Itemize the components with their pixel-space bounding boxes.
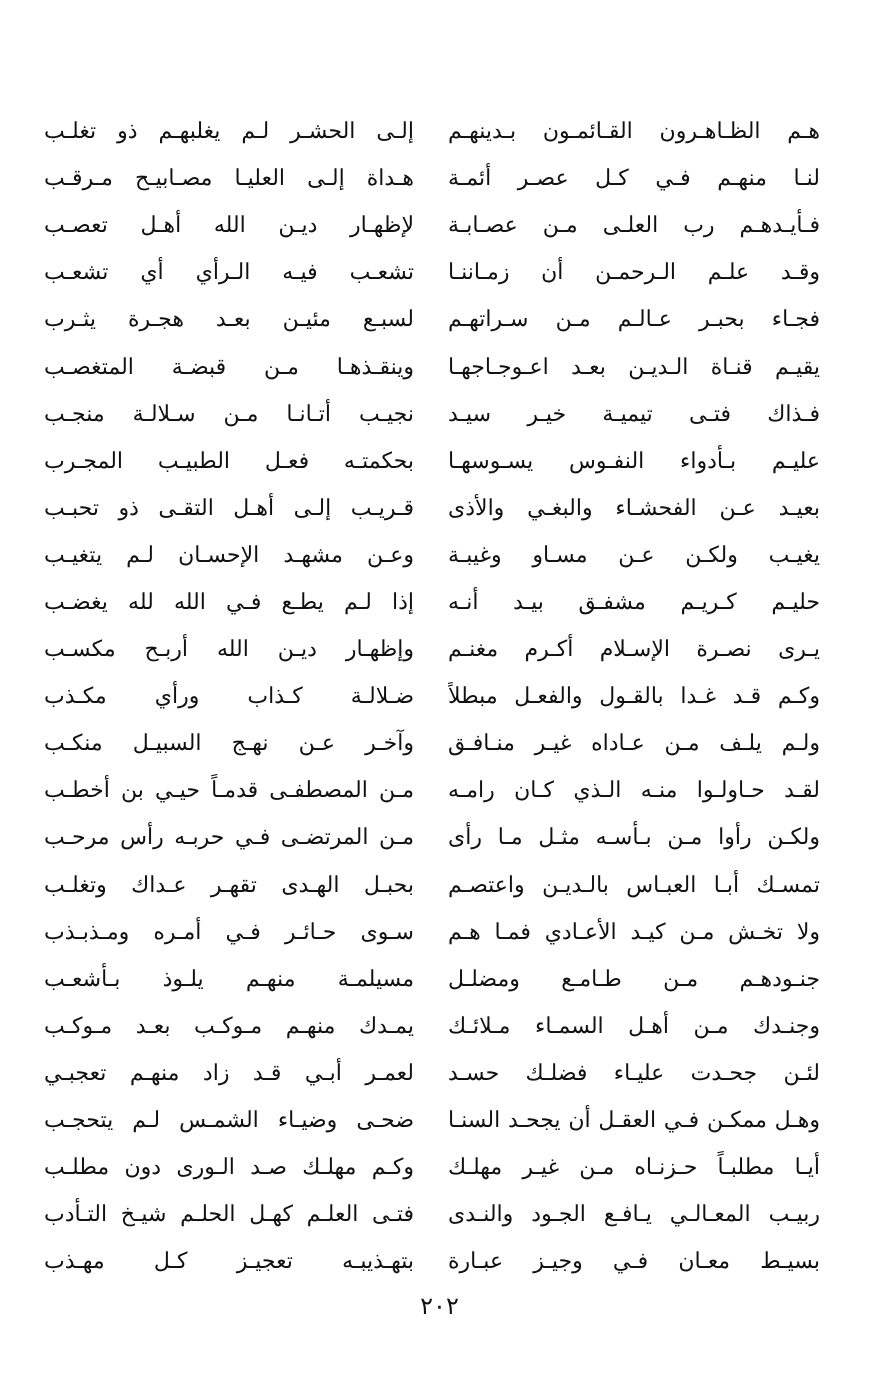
verse bbox=[30, 249, 820, 296]
verse-first-hemistich: بسيـط معـان فـي وجيـز عبـارة bbox=[448, 1249, 820, 1275]
verse-first-hemistich: وقـد علـم الـرحمـن أن زمـاننـا bbox=[448, 260, 820, 286]
verse-second-hemistich: بحكمتـه فعـل الطبيـب المجـرب bbox=[44, 448, 414, 474]
verse bbox=[30, 1191, 820, 1238]
verse-second-hemistich: لإظهـار ديـن الله أهـل تعصـب bbox=[44, 213, 414, 239]
verse-first-hemistich: وجنـدك مـن أهـل السمـاء مـلائـك bbox=[448, 1013, 820, 1039]
verse-second-hemistich: بتهـذيبـه تعجيـز كـل مهـذب bbox=[44, 1249, 414, 1275]
verse-second-hemistich: وآخـر عـن نهـج السبيـل منكـب bbox=[44, 731, 414, 757]
verse bbox=[30, 202, 820, 249]
verse-second-hemistich: ضحـى وضيـاء الشمـس لـم يتحجـب bbox=[44, 1108, 414, 1134]
verse-second-hemistich: لعمـر أبـي قـد زاد منهـم تعجبـي bbox=[44, 1060, 414, 1086]
verse-second-hemistich: وإظهـار ديـن الله أربـح مكسـب bbox=[44, 637, 414, 663]
verse-second-hemistich: وعـن مشهـد الإحسـان لـم يتغيـب bbox=[44, 542, 414, 568]
verse-first-hemistich: جنـودهـم مـن طـامـع ومضلـل bbox=[448, 966, 820, 992]
verse-first-hemistich: ولـم يلـف مـن عـاداه غيـر منـافـق bbox=[448, 731, 820, 757]
verse-second-hemistich: فتـى العلـم كهـل الحلـم شيـخ التـأدب bbox=[44, 1202, 414, 1228]
verse-first-hemistich: لئـن جحـدت عليـاء فضلـك حسـد bbox=[448, 1060, 820, 1086]
verse-first-hemistich: ولكـن رأوا مـن بـأسـه مثـل مـا رأى bbox=[448, 825, 820, 851]
verse-first-hemistich: لقـد حـاولـوا منـه الـذي كـان رامـه bbox=[448, 778, 820, 804]
verse-second-hemistich: بحبـل الهـدى تقهـر عـداك وتغلـب bbox=[44, 872, 414, 898]
verse-first-hemistich: يـرى نصـرة الإسـلام أكـرم مغنـم bbox=[448, 637, 820, 663]
page-number: ٢٠٢ bbox=[420, 1292, 459, 1320]
verse-second-hemistich: وينقـذهـا مـن قبضـة المتغصـب bbox=[44, 354, 414, 380]
verse-first-hemistich: لنـا منهـم فـي كـل عصـر أئمـة bbox=[448, 166, 820, 192]
verse-second-hemistich: مـن المصطفـى قدمـاً حيـي بن أخطـب bbox=[44, 778, 414, 804]
verse-second-hemistich: مسيلمـة منهـم يلـوذ بـأشعـب bbox=[44, 966, 414, 992]
verse-first-hemistich: هـم الظـاهـرون القـائمـون بـدينهـم bbox=[448, 119, 820, 145]
verse bbox=[30, 296, 820, 343]
verse-second-hemistich: مـن المرتضـى فـي حربـه رأس مرحـب bbox=[44, 825, 414, 851]
poem-body bbox=[30, 108, 820, 1285]
verse-first-hemistich: ربيـب المعـالـي يـافـع الجـود والنـدى bbox=[448, 1202, 820, 1228]
verse bbox=[30, 673, 820, 720]
verse-first-hemistich: حليـم كـريـم مشفـق بيـد أنـه bbox=[448, 589, 820, 615]
verse-second-hemistich: تشعـب فيـه الـرأي أي تشعـب bbox=[44, 260, 414, 286]
verse-second-hemistich: إذا لـم يطـع فـي الله لله يغضـب bbox=[44, 589, 414, 615]
verse-first-hemistich: بعيـد عـن الفحشـاء والبغـي والأذى bbox=[448, 495, 820, 521]
verse-second-hemistich: قـريـب إلـى أهـل التقـى ذو تحبـب bbox=[44, 495, 414, 521]
verse bbox=[30, 956, 820, 1003]
verse-first-hemistich: أيـا مطلبـاً حـزنـاه مـن غيـر مهلـك bbox=[448, 1155, 820, 1181]
verse-first-hemistich: ولا تخـش مـن كيـد الأعـادي فمـا هـم bbox=[448, 919, 820, 945]
verse-first-hemistich: عليـم بـأدواء النفـوس يسـوسهـا bbox=[448, 448, 820, 474]
verse bbox=[30, 1144, 820, 1191]
verse-second-hemistich: هـداة إلـى العليـا مصـابيـح مـرقـب bbox=[44, 166, 414, 192]
verse-first-hemistich: فجـاء بحبـر عـالـم مـن سـراتهـم bbox=[448, 307, 820, 333]
verse-first-hemistich: يقيـم قنـاة الـديـن بعـد اعـوجـاجهـا bbox=[448, 354, 820, 380]
verse bbox=[30, 579, 820, 626]
verse-second-hemistich: يمـدك منهـم مـوكـب بعـد مـوكـب bbox=[44, 1013, 414, 1039]
verse bbox=[30, 485, 820, 532]
verse bbox=[30, 391, 820, 438]
verse bbox=[30, 909, 820, 956]
verse-first-hemistich: وكـم قـد غـدا بالقـول والفعـل مبطلاً bbox=[448, 684, 820, 710]
verse-first-hemistich: تمسـك أبـا العبـاس بالـديـن واعتصـم bbox=[448, 872, 820, 898]
verse bbox=[30, 155, 820, 202]
verse-first-hemistich: يغيـب ولكـن عـن مسـاو وغيبـة bbox=[448, 542, 820, 568]
verse bbox=[30, 1097, 820, 1144]
verse bbox=[30, 1238, 820, 1285]
verse-first-hemistich: فـأيـدهـم رب العلـى مـن عصـابـة bbox=[448, 213, 820, 239]
verse-second-hemistich: ضـلالـة كـذاب ورأي مكـذب bbox=[44, 684, 414, 710]
verse bbox=[30, 1050, 820, 1097]
verse bbox=[30, 862, 820, 909]
verse-second-hemistich: سـوى حـائـر فـي أمـره ومـذبـذب bbox=[44, 919, 414, 945]
verse bbox=[30, 1003, 820, 1050]
verse-second-hemistich: لسبـع مئيـن بعـد هجـرة يثـرب bbox=[44, 307, 414, 333]
verse-second-hemistich: إلـى الحشـر لـم يغلبهـم ذو تغلـب bbox=[44, 119, 414, 145]
verse-second-hemistich: نجيـب أتـانـا مـن سـلالـة منجـب bbox=[44, 401, 414, 427]
verse bbox=[30, 814, 820, 861]
verse bbox=[30, 720, 820, 767]
verse bbox=[30, 438, 820, 485]
verse bbox=[30, 108, 820, 155]
verse-first-hemistich: فـذاك فتـى تيميـة خيـر سيـد bbox=[448, 401, 820, 427]
verse-second-hemistich: وكـم مهلـك صـد الـورى دون مطلـب bbox=[44, 1155, 414, 1181]
verse bbox=[30, 767, 820, 814]
verse bbox=[30, 343, 820, 390]
verse bbox=[30, 626, 820, 673]
verse bbox=[30, 532, 820, 579]
verse-first-hemistich: وهـل ممكـن فـي العقـل أن يجحـد السنـا bbox=[448, 1108, 820, 1134]
